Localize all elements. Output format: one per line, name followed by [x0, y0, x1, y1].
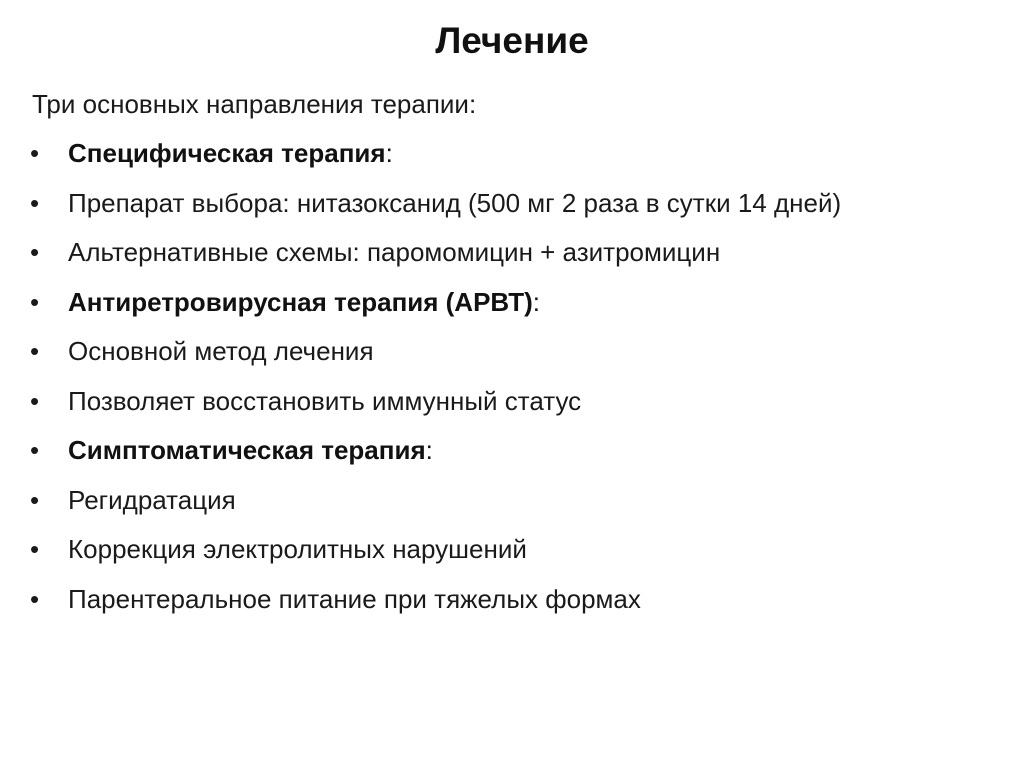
bullet-item-immune-status: [0, 381, 1024, 431]
bullet-text: Парентеральное питание при тяжелых формах: [68, 583, 641, 614]
bullet-item-specific-therapy: [0, 133, 1024, 183]
bullet-suffix: :: [425, 435, 433, 465]
bullet-text: Симптоматическая терапия: [68, 435, 426, 465]
bullet-icon: •: [30, 435, 40, 465]
bullet-item-main-method: [0, 331, 1024, 381]
bullet-text: Регидратация: [68, 484, 236, 515]
bullet-icon: •: [30, 583, 40, 614]
bullet-icon: •: [30, 187, 40, 218]
intro-text: Три основных направления терапии:: [32, 89, 477, 119]
bullet-text: Препарат выбора: нитазоксанид (500 мг 2 раза в сутки 14 дней): [68, 187, 842, 218]
bullet-item-art-therapy: [0, 282, 1024, 332]
slide-title: Лечение: [435, 20, 589, 61]
bullet-icon: •: [30, 385, 40, 416]
bullet-text: Коррекция электролитных нарушений: [68, 534, 527, 564]
bullet-icon: •: [30, 138, 40, 168]
bullet-suffix: :: [385, 138, 393, 168]
bullet-list: [0, 133, 1024, 628]
bullet-text: Позволяет восстановить иммунный статус: [68, 385, 582, 416]
bullet-item-rehydration: [0, 480, 1024, 530]
bullet-item-symptomatic-therapy: [0, 430, 1024, 480]
bullet-icon: •: [30, 286, 40, 317]
bullet-item-alternative-schemes: [0, 232, 1024, 282]
bullet-icon: •: [30, 534, 40, 564]
bullet-icon: •: [30, 484, 40, 515]
bullet-item-parenteral-nutrition: [0, 579, 1024, 629]
bullet-icon: •: [30, 237, 40, 267]
bullet-suffix: :: [532, 286, 540, 317]
bullet-item-drug-of-choice: [0, 183, 1024, 233]
bullet-text: Альтернативные схемы: паромомицин + азитромицин: [68, 237, 721, 267]
bullet-icon: •: [30, 336, 40, 366]
bullet-text: Основной метод лечения: [68, 336, 374, 366]
bullet-text: Специфическая терапия: [68, 138, 386, 168]
bullet-text: Антиретровирусная терапия (АРВТ): [68, 286, 533, 317]
bullet-item-electrolyte-correction: [0, 529, 1024, 579]
